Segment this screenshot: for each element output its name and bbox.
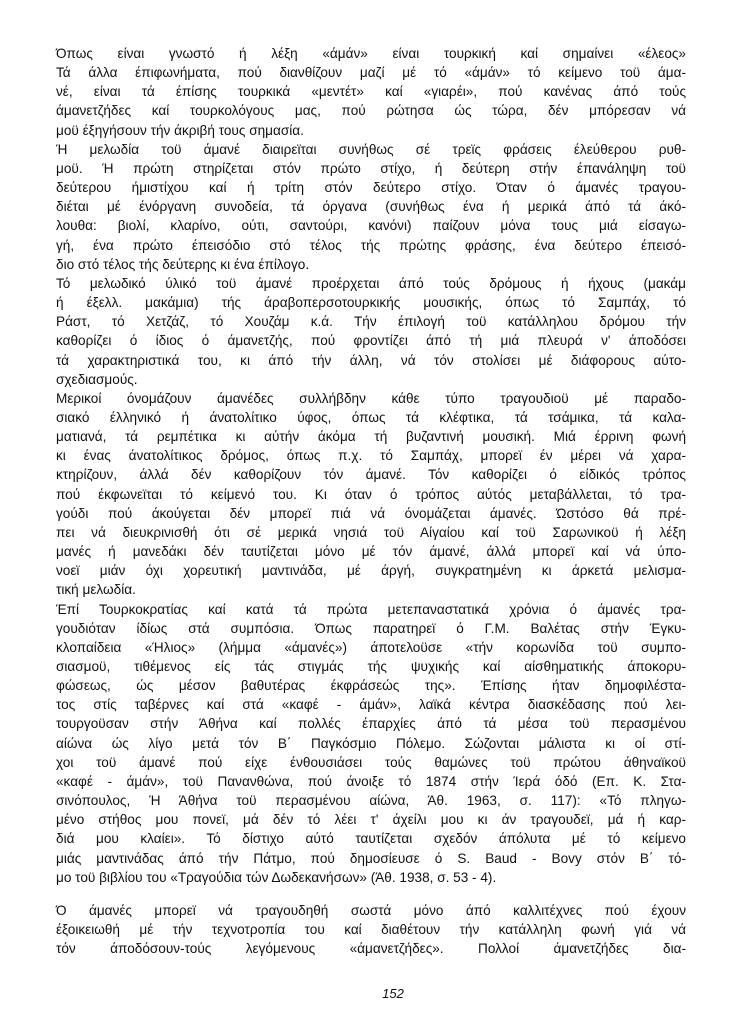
text-line: τος στίς ταβέρνες καί στά «καφέ - άμάν», λαϊκά κέντρα διασκέδασης πού λει- — [56, 697, 686, 713]
text-line: δεύτερου ήμιστίχου καί ή τρίτη στόν δεύτερο στίχο. Όταν ό άμανές τραγου- — [56, 180, 686, 196]
text-line: διέται μέ ένόργανη συνοδεία, τά όργανα (συνήθως ένα ή μερικά άπό τά άκό- — [56, 199, 686, 215]
text-line: σχεδιασμούς. — [56, 371, 138, 387]
text-line: κι ένας άνατολίτικος δρόμος, όπως π.χ. τό Σαμπάχ, μπορεϊ έν μέρει νά χαρα- — [56, 448, 686, 464]
text-line: τά χαρακτηριστικά του, κι άπό τήν άλλη, νά τόν στολίσει μέ διάφορους αύτο- — [56, 352, 686, 368]
text-line: πού έκφωνεϊται τό κείμενό του. Κι όταν ό τρόπος αύτός μεταβάλλεται, τό τρα- — [56, 486, 686, 502]
text-line: φώσεως, ώς μέσον βαθυτέρας έκφράσεώς της». Έπίσης ήταν δημοφιλέστα- — [56, 678, 686, 694]
paragraph-naming-amanedes — [56, 389, 686, 600]
text-line: άμανετζήδες καί τουρκολόγους μας, πού ρώτησα ώς τώρα, δέν μπόρεσαν νά — [56, 103, 686, 119]
text-line: γή, ένα πρώτο έπεισόδιο στό τέλος τής πρώτης φράσης, ένα δεύτερο έπεισό- — [56, 237, 686, 253]
text-line: Ράστ, τό Χετζάζ, τό Χουζάμ κ.ά. Τήν έπιλογή τοϋ κατάλληλου δρόμου τήν — [56, 314, 686, 330]
paragraph-melodic-material — [56, 274, 686, 389]
page-number: 152 — [382, 986, 404, 1001]
text-line: σιασμοϋ, τιθέμενος είς τάς στιγμάς τής ψυχικής καί αίσθηματικής άποκορυ- — [56, 659, 686, 674]
paragraph-singers — [56, 901, 686, 958]
text-line: τουργοϋσαν στήν Άθήνα καί πολλές έπαρχίες άπό τά μέσα τοϋ περασμένου — [56, 716, 686, 732]
paragraph-ottoman-era — [56, 600, 686, 887]
text-line: «καφέ - άμάν», τοϋ Πανανθώνα, πού άνοιξε τό 1874 στήν Ίερά όδό (Επ. Κ. Στα- — [56, 773, 686, 789]
paragraph-melody-phrases — [56, 140, 686, 274]
text-line: νοεϊ μιάν όχι χορευτική μαντινάδα, μέ άργή, συγκρατημένη κι άρκετά μελισμα- — [56, 563, 686, 579]
text-line: σινόπουλος, Ή Άθήνα τοϋ περασμένου αίώνα, Άθ. 1963, σ. 117): «Τό πληγω- — [56, 793, 686, 809]
text-line: γουδιόταν ίδίως στά συμπόσια. Όπως παρατηρεϊ ό Γ.Μ. Βαλέτας στήν Έγκυ- — [56, 620, 686, 636]
text-line: Μερικοί όνομάζουν άμανέδες συλλήβδην κάθε τύπο τραγουδιοϋ μέ παραδο- — [56, 390, 686, 406]
paragraph-gap — [56, 887, 686, 901]
text-line: λουθα: βιολί, κλαρίνο, ούτι, σαντούρι, κανόνι) παίζουν μόνα τους μιά είσαγω- — [56, 218, 686, 234]
text-line: Τά άλλα έπιφωνήματα, πού διανθίζουν μαζί μέ τό «άμάν» τό κείμενο τοϋ άμα- — [56, 65, 686, 81]
text-line: κλοπαίδεια «Ήλιος» (λήμμα «άμανές») άποτελοϋσε «τήν κορωνίδα τοϋ συμπο- — [56, 639, 686, 655]
text-line: κτηρίζουν, άλλά δέν καθορίζουν τόν άμανέ. Τόν καθορίζει ό είδικός τρόπος — [56, 467, 686, 483]
text-line: μοϋ. Ή πρώτη στηρίζεται στόν πρώτο στίχο, ή δεύτερη στήν έπανάληψη τοϋ — [56, 160, 686, 176]
text-line: ή έξελλ. μακάμια) τής άραβοπερσοτουρκικής μουσικής, όπως τό Σαμπάχ, τό — [56, 295, 686, 311]
text-line: Ή μελωδία τοϋ άμανέ διαιρεϊται συνήθως σέ τρεϊς φράσεις έλεύθερου ρυθ- — [56, 141, 686, 157]
text-line: γούδι πού άκούγεται δέν μπορεϊ πιά νά όνομάζεται άμανές. Ώστόσο θά πρέ- — [56, 505, 686, 521]
text-line: πει νά διευκρινισθή ότι σέ μερικά νησιά τοϋ Αίγαίου καί τοϋ Σαρωνικοϋ ή λέξη — [56, 524, 686, 540]
body-text — [56, 44, 686, 958]
text-line: διο στό τέλος τής δεύτερης κι ένα έπίλογο. — [56, 256, 310, 272]
text-line: ματιανά, τά ρεμπέτικα κι αύτήν άκόμα τή βυζαντινή μουσική. Μιά έρρινη φωνή — [56, 429, 686, 445]
text-line: καθορίζει ό ίδιος ό άμανετζής, πού φροντίζει άπό τή μιά πλευρά ν' άποδόσει — [56, 333, 686, 349]
text-line: μιάς μαντινάδας άπό τήν Πάτμο, πού δημοσίευσε ό S. Baud - Bovy στόν Β΄ τό- — [56, 850, 686, 866]
text-line: Ό άμανές μπορεϊ νά τραγουδηθή σωστά μόνο άπό καλλιτέχνες πού έχουν — [56, 902, 686, 918]
text-line: σιακό έλληνικό ή άνατολίτικο ύφος, όπως τά κλέφτικα, τά τσάμικα, τά καλα- — [56, 409, 686, 425]
text-line: Τό μελωδικό ύλικό τοϋ άμανέ προέρχεται άπό τούς δρόμους ή ήχους (μακάμ — [56, 275, 686, 291]
text-line: Όπως είναι γνωστό ή λέξη «άμάν» είναι τουρκική καί σημαίνει «έλεος» — [56, 46, 686, 61]
text-line: αίώνα ώς λίγο μετά τόν Β΄ Παγκόσμιο Πόλεμο. Σώζονται μάλιστα κι οί στί- — [56, 735, 686, 751]
text-line: μο τοϋ βιβλίου του «Τραγούδια τών Δωδεκανήσων» (Άθ. 1938, σ. 53 - 4). — [56, 869, 497, 885]
text-line: Έπί Τουρκοκρατίας καί κατά τά πρώτα μετεπαναστατικά χρόνια ό άμανές τρα- — [56, 601, 686, 617]
text-line: έξοικειωθή μέ τήν τεχνοτροπία του καί διαθέτουν τήν κατάλληλη φωνή γιά νά — [56, 922, 686, 938]
text-line: νέ, είναι τά έπίσης τουρκικά «μεντέτ» καί «γιαρέι», πού κανένας άπό τούς — [56, 84, 686, 100]
text-line: τική μελωδία. — [56, 582, 136, 598]
text-line: τόν άποδόσουν-τούς λεγόμενους «άμανετζήδες». Πολλοί άμανετζήδες δια- — [56, 941, 686, 957]
text-line: μανές ή μανεδάκι δέν ταυτίζεται μόνο μέ τόν άμανέ, άλλά μπορεϊ καί νά ύπο- — [56, 544, 686, 560]
text-line: διά μου κλαίει». Τό δίστιχο αύτό ταυτίζεται σχεδόν άπόλυτα μέ τό κείμενο — [56, 831, 686, 847]
text-line: χοι τοϋ άμανέ πού είχε ένθουσιάσει τούς θαμώνες τοϋ πρώτου άθηναϊκοϋ — [56, 754, 686, 770]
paragraph-aman-word-meaning — [56, 44, 686, 140]
text-line: μένο στήθος μου πονεϊ, μά δέν τό λέει τ' άχείλι μου κι άν τραγουδεϊ, μά ή καρ- — [56, 812, 686, 828]
text-line: μοϋ έξηγήσουν τήν άκριβή τους σημασία. — [56, 122, 304, 138]
